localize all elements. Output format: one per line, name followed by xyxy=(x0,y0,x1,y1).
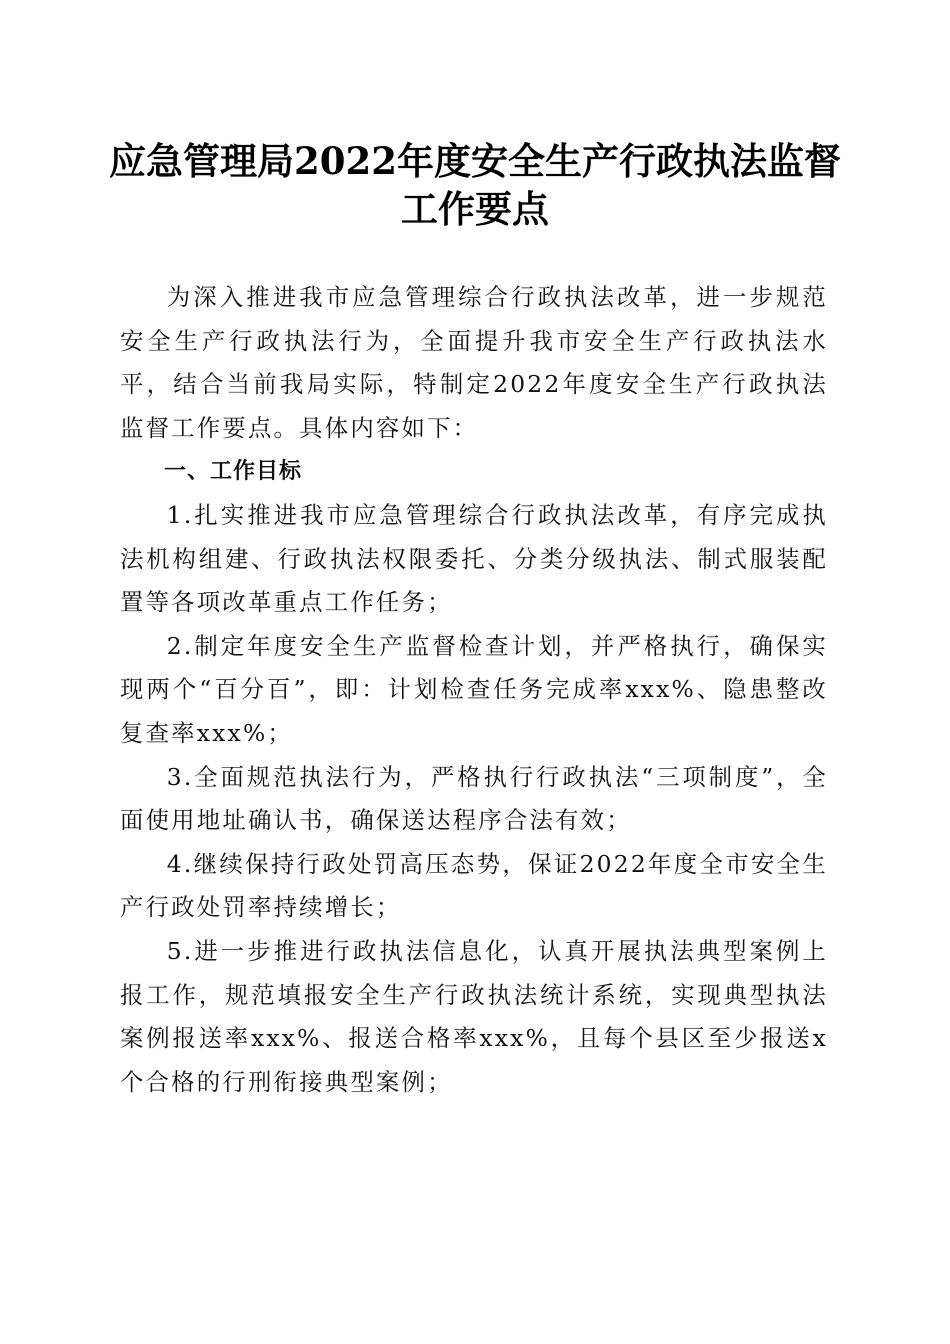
document-body xyxy=(120,276,828,1104)
document-title-line-1: 应急管理局2022年度安全生产行政执法监督 xyxy=(109,139,841,183)
goal-item-2: 2.制定年度安全生产监督检查计划，并严格执行，确保实现两个“百分百”，即：计划检查任务完成率xxx%、隐患整改复查率xxx%； xyxy=(120,631,828,747)
goal-item-5: 5.进一步推进行政执法信息化，认真开展执法典型案例上报工作，规范填报安全生产行政执法统计系统，实现典型执法案例报送率xxx%、报送合格率xxx%，且每个县区至少报送x个合格的行刑衔接典型案例； xyxy=(120,936,828,1096)
goal-item-3: 3.全面规范执法行为，严格执行行政执法“三项制度”，全面使用地址确认书，确保送达程序合法有效； xyxy=(120,762,828,835)
document-title-line-2: 工作要点 xyxy=(401,187,549,231)
intro-paragraph: 为深入推进我市应急管理综合行政执法改革，进一步规范安全生产行政执法行为，全面提升我市安全生产行政执法水平，结合当前我局实际，特制定2022年度安全生产行政执法监督工作要点。具体内容如下： xyxy=(120,283,828,442)
goal-item-4: 4.继续保持行政处罚高压态势，保证2022年度全市安全生产行政处罚率持续增长； xyxy=(120,849,828,922)
goal-item-1: 1.扎实推进我市应急管理综合行政执法改革，有序完成执法机构组建、行政执法权限委托、分类分级执法、制式服装配置等各项改革重点工作任务； xyxy=(120,500,828,617)
section-heading-goals: 一、工作目标 xyxy=(164,459,303,485)
